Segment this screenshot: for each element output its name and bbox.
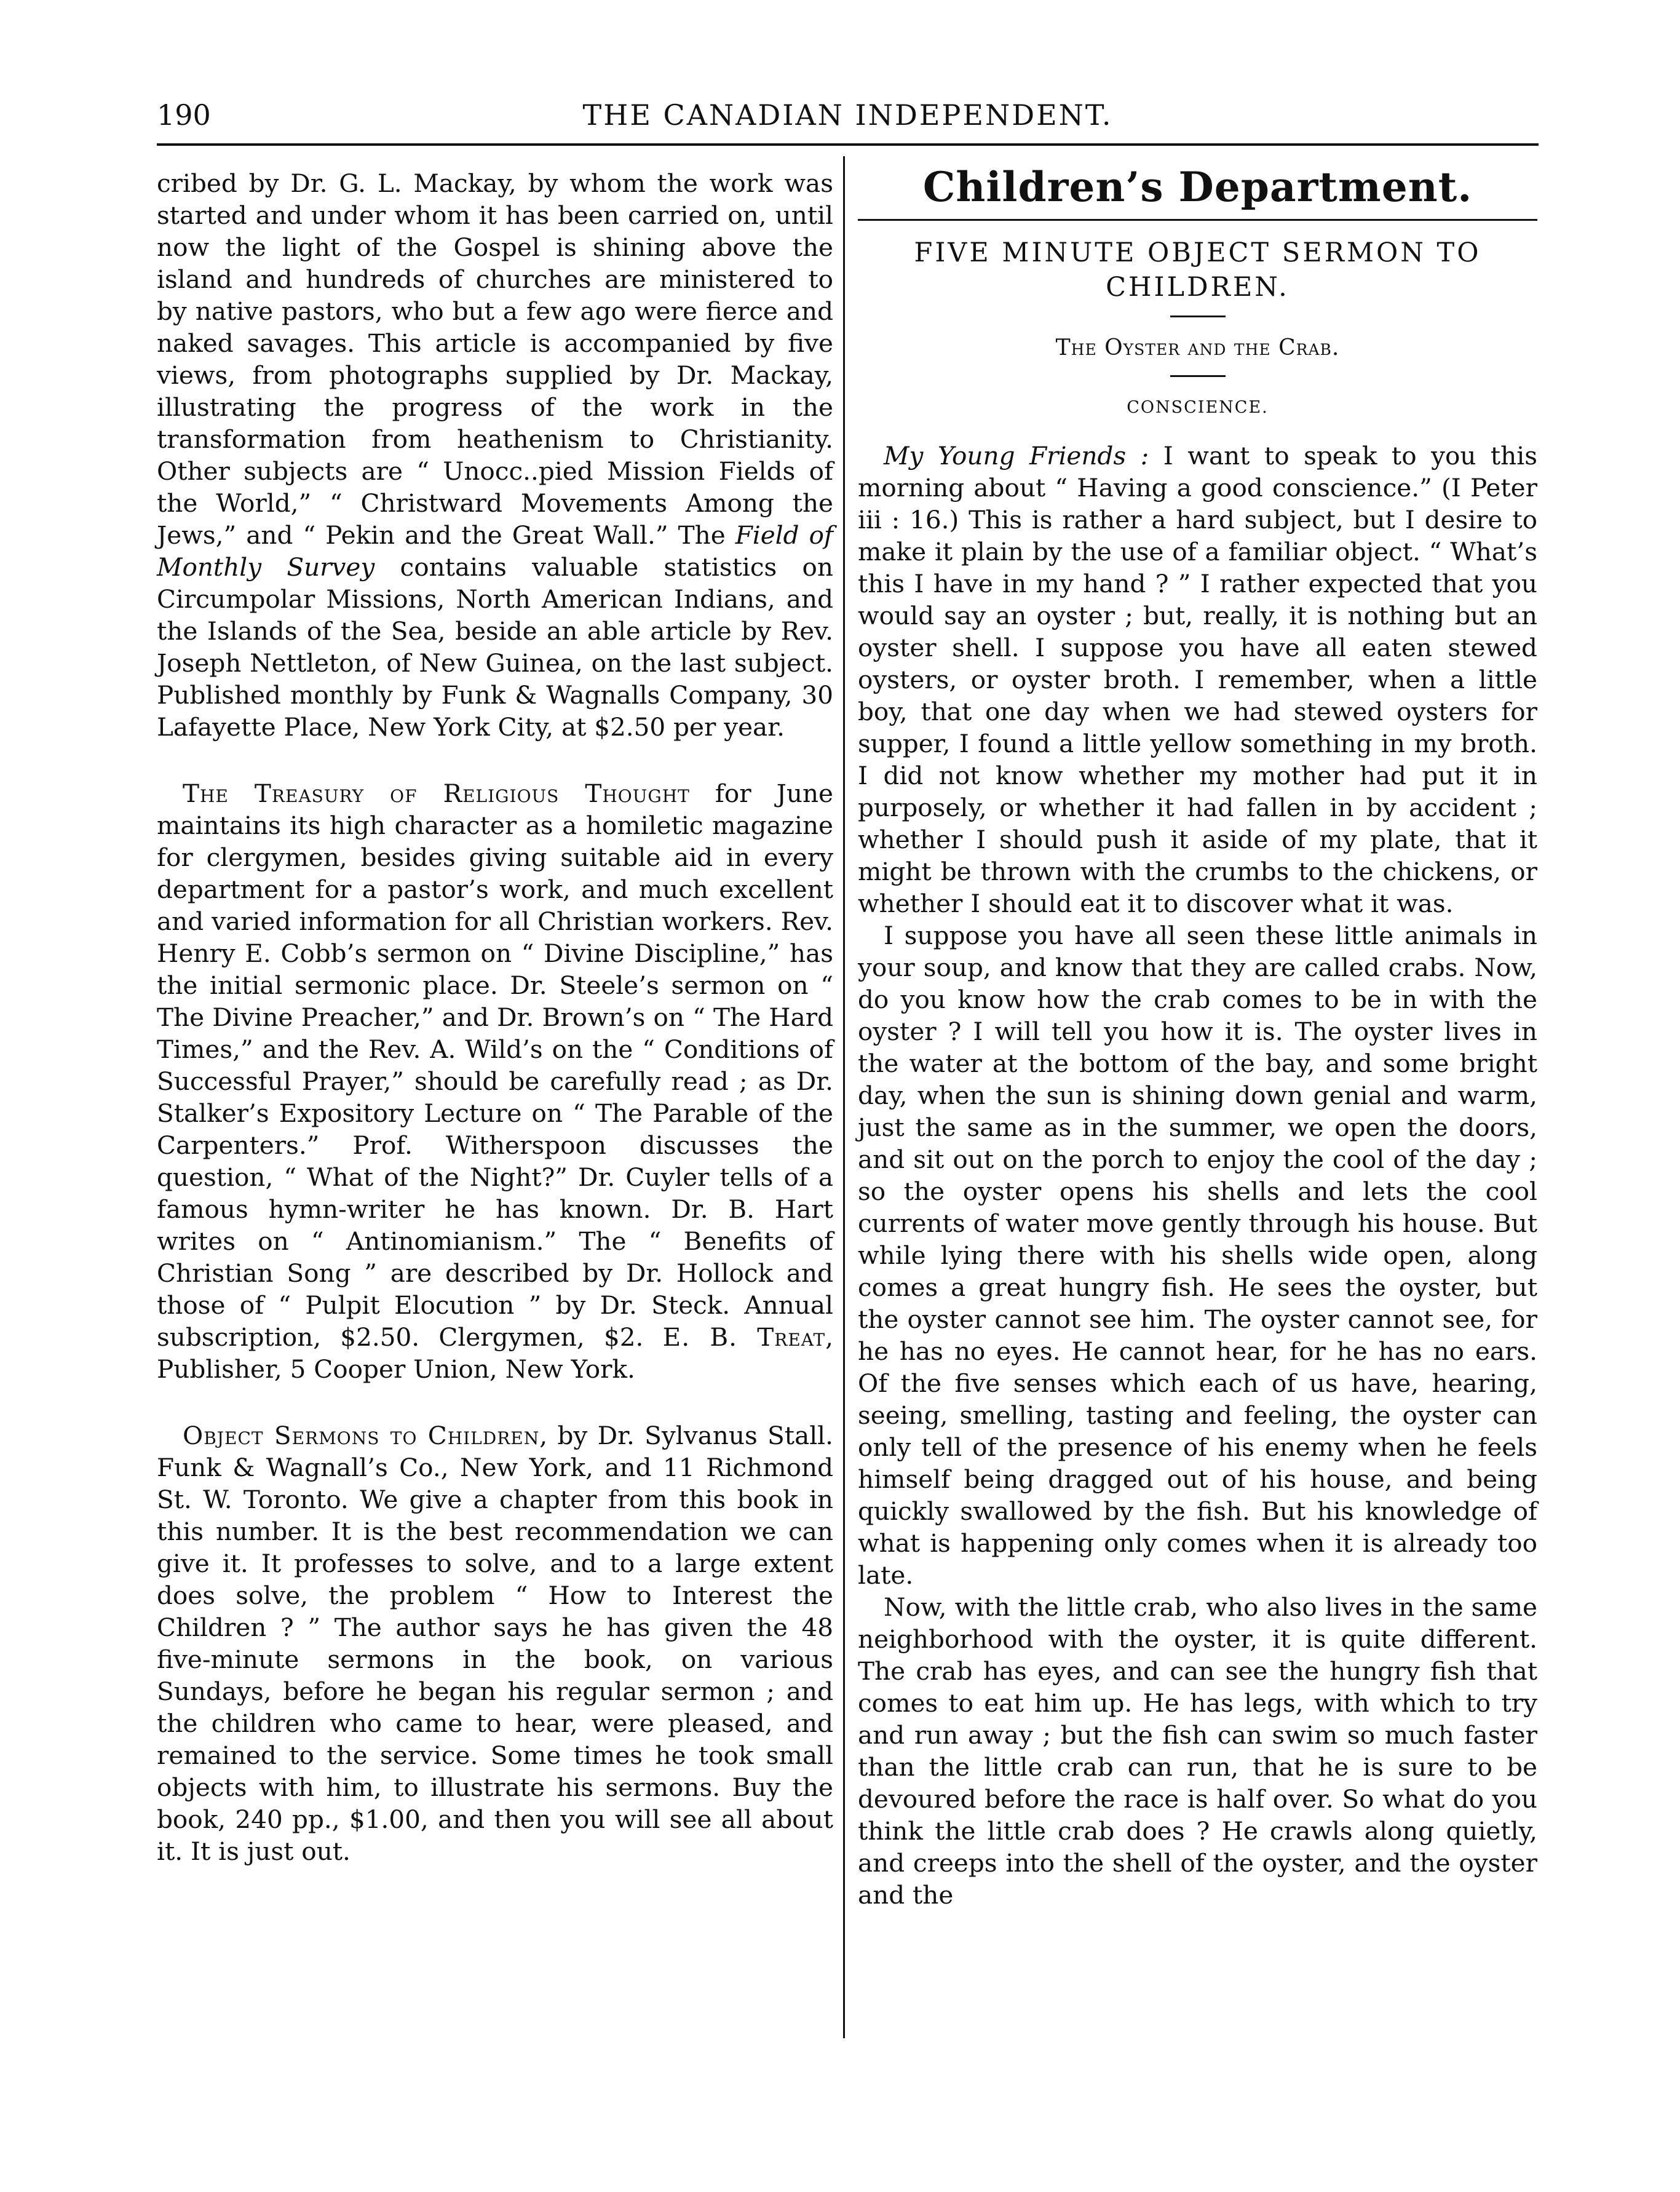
sermon-title: FIVE MINUTE OBJECT SERMON TO CHILDREN. — [914, 237, 1481, 303]
department-heading: Children’s Department. — [922, 163, 1473, 211]
treasury-review-paragraph: The Treasury of Religious Thought for June maintains its high character as a homiletic magazine for clergymen, besides giving suitable aid in every department for a pastor’s work, and much excellent and varied information for all Christian workers. Rev. Henry E. Cobb’s sermon on “ Divine Discipline,” has the initial sermonic place. Dr. Steele’s sermon on “ The Divine Preacher,” and Dr. Brown’s on “ The Hard Times,” and the Rev. A. Wild’s on the “ Conditions of Successful Prayer,” should be carefully read ; as Dr. Stalker’s Expository Lecture on “ The Parable of the Carpenters.” Prof. Witherspoon discusses the question, “ What of the Night?” Dr. Cuyler tells of a famous hymn-writer he has known. Dr. B. Hart writes on “ Antinomianism.” The “ Benefits of Christian Song ” are described by Dr. Hollock and those of “ Pulpit Elocution ” by Dr. Steck. Annual subscription, $2.50. Clergymen, $2. E. B. Treat, Publisher, 5 Cooper Union, New York. — [157, 779, 834, 1384]
short-rule — [1170, 316, 1226, 317]
review-paragraph-continued: cribed by Dr. G. L. Mackay, by whom the work was started and under whom it has been carried on, until now the light of the Gospel is shining above the island and hundreds of churches are ministered to by native pastors, who but a few ago were fierce and naked savages. This article is accompanied by five views, from photographs supplied by Dr. Mackay, illustrating the progress of the work in the transformation from heathenism to Christianity. Other subjects are “ Unocc..pied Mission Fields of the World,” “ Christward Movements Among the Jews,” and “ Pekin and the Great Wall.” The Field of Monthly Survey contains valuable statistics on Circumpolar Missions, North American Indians, and the Islands of the Sea, beside an able article by Rev. Joseph Nettleton, of New Guinea, on the last subject. Published monthly by Funk & Wagnalls Company, 30 Lafayette Place, New York City, at $2.50 per year. — [157, 169, 834, 742]
object-sermons-review-paragraph: Object Sermons to Children, by Dr. Sylvanus Stall. Funk & Wagnall’s Co., New York, and 11 Richmond St. W. Toronto. We give a chapter from this book in this number. It is the best recommendation we can give it. It professes to solve, and to a large extent does solve, the problem “ How to Interest the Children ? ” The author says he has given the 48 five-minute sermons in the book, on various Sundays, before he began his regular sermon ; and the children who came to hear, were pleased, and remained to the service. Some times he took small objects with him, to illustrate his sermons. Buy the book, 240 pp., $1.00, and then you will see all about it. It is just out. — [157, 1421, 833, 1866]
right-column — [858, 163, 1537, 1911]
publisher-name: E. B. Treat — [662, 1322, 826, 1352]
short-rule — [1170, 375, 1226, 377]
running-header — [157, 98, 1539, 141]
journal-title: THE CANADIAN INDEPENDENT. — [582, 98, 1113, 132]
department-rule — [858, 219, 1537, 221]
book-title: Object Sermons to Children — [183, 1421, 540, 1450]
page-number: 190 — [157, 98, 211, 132]
sermon-topic: CONSCIENCE. — [1127, 398, 1269, 417]
treasury-title: The Treasury of Religious Thought — [183, 779, 690, 808]
greeting: My Young Friends : — [884, 441, 1149, 471]
paragraph-gap — [157, 743, 833, 777]
header-rule — [157, 143, 1539, 146]
left-column — [157, 167, 833, 1867]
column-divider — [843, 156, 845, 2038]
sermon-subtitle: The Oyster and the Crab. — [1055, 335, 1340, 360]
sermon-paragraph-1: My Young Friends : I want to speak to you this morning about “ Having a good conscience.” (I Peter iii : 16.) This is rather a hard subject, but I desire to make it plain by the use of a familiar object. “ What’s this I have in my hand ? ” I rather expected that you would say an oyster ; but, really, it is nothing but an oyster shell. I suppose you have all eaten stewed oysters, or oyster broth. I remember, when a little boy, that one day when we had stewed oysters for supper, I found a little yellow something in my broth. I did not know whether my mother had put it in purposely, or whether it had fallen in by accident ; whether I should push it aside of my plate, that it might be thrown with the crumbs to the chickens, or whether I should eat it to discover what it was. — [858, 441, 1537, 918]
paragraph-gap — [157, 1385, 833, 1420]
sermon-paragraph-3: Now, with the little crab, who also lives in the same neighborhood with the oyster, it is quite different. The crab has eyes, and can see the hungry fish that comes to eat him up. He has legs, with which to try and run away ; but the fish can swim so much faster than the little crab can run, that he is sure to be devoured before the race is half over. So what do you think the little crab does ? He crawls along quietly, and creeps into the shell of the oyster, and the oyster and the — [858, 1592, 1537, 1910]
magazine-title-italic: Field of Monthly Survey — [157, 520, 834, 582]
sermon-paragraph-2: I suppose you have all seen these little animals in your soup, and know that they are called crabs. Now, do you know how the crab comes to be in with the oyster ? I will tell you how it is. The oyster lives in the water at the bottom of the bay, and some bright day, when the sun is shining down genial and warm, just the same as in the summer, we open the doors, and sit out on the porch to enjoy the cool of the day ; so the oyster opens his shells and lets the cool currents of water move gently through his house. But while lying there with his shells wide open, along comes a great hungry fish. He sees the oyster, but the oyster cannot see him. The oyster cannot see, for he has no eyes. He cannot hear, for he has no ears. Of the five senses which each of us have, hearing, seeing, smelling, tasting and feeling, the oyster can only tell of the presence of his enemy when he feels himself being dragged out of his house, and being quickly swallowed by the fish. But his knowledge of what is happening only comes when it is already too late. — [858, 921, 1537, 1590]
